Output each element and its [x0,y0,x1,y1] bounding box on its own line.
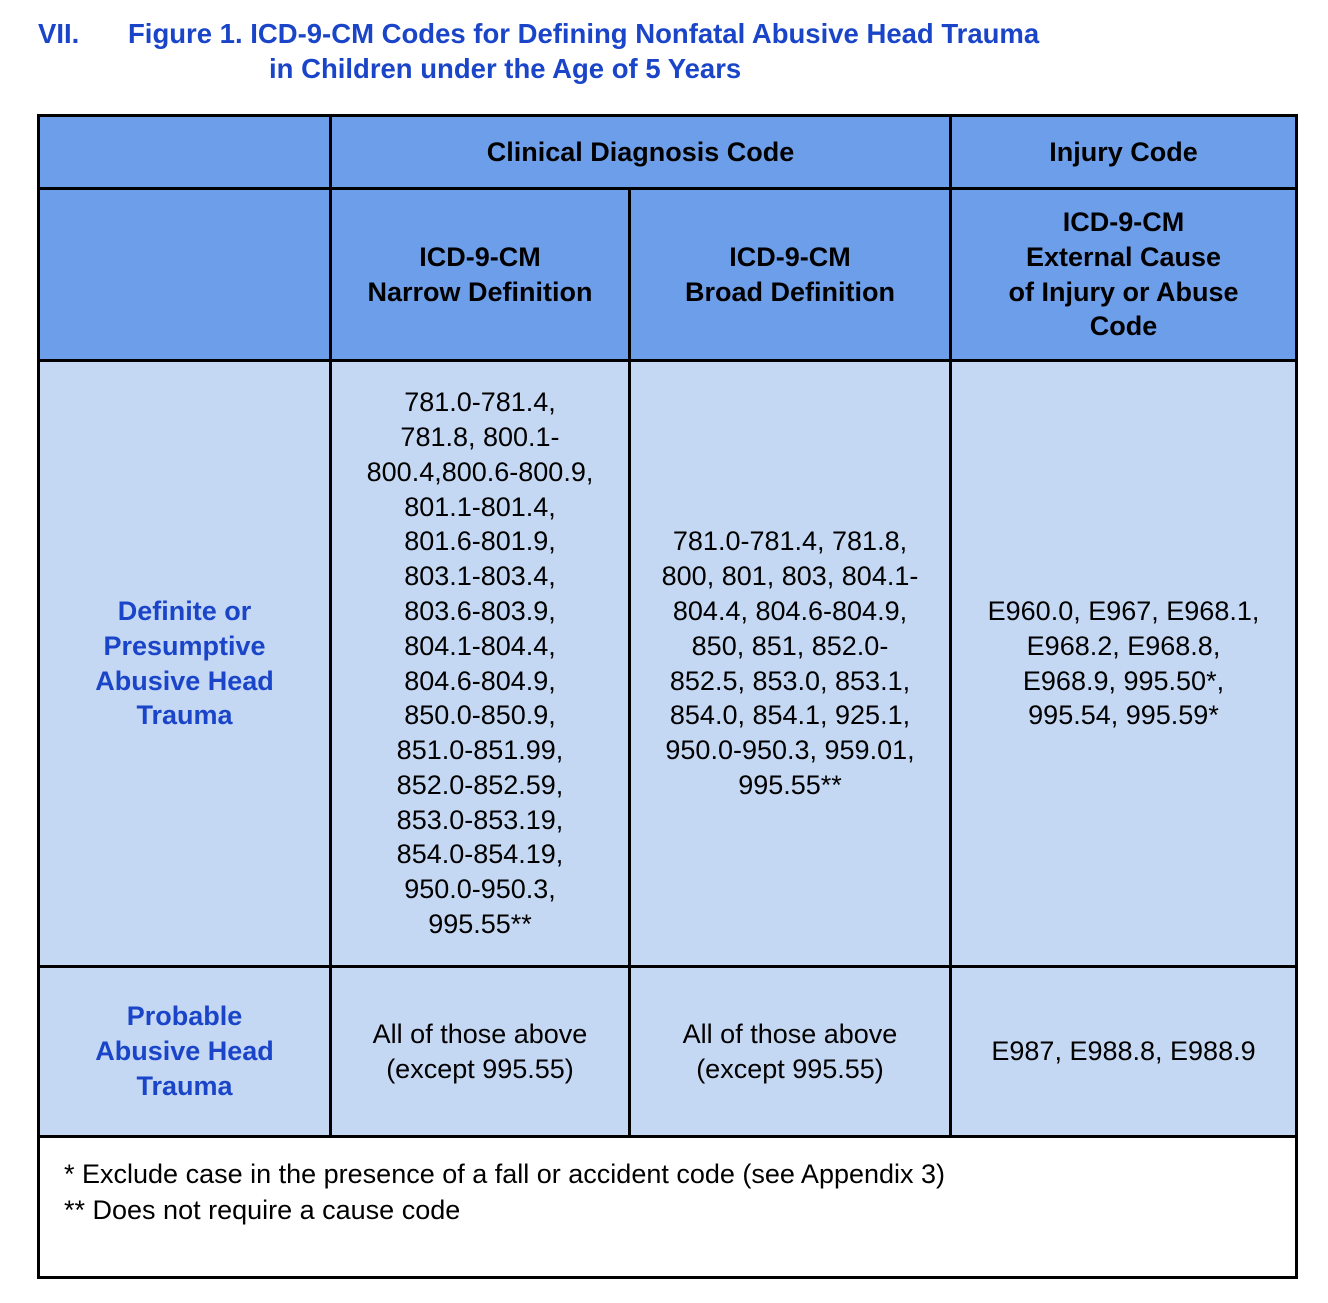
narrow-codes-definite: 781.0-781.4, 781.8, 800.1- 800.4,800.6-800.9, 801.1-801.4, 801.6-801.9, 803.1-803.4, 803.6-803.9, 804.1-804.4, 804.6-804.9, 850.0-850.9, 851.0-851.99, 852.0-852.59, 853.0-853.19, 854.0-854.19, 950.0-950.3, 995.55** [331,361,630,967]
section-number: VII. [38,18,80,49]
external-codes-probable: E987, E988.8, E988.9 [951,967,1297,1137]
header-row-1 [39,116,1297,189]
broad-definition-header: ICD-9-CM Broad Definition [630,189,951,361]
row-label-probable: Probable Abusive Head Trauma [39,967,331,1137]
footnotes [39,1137,1297,1278]
broad-codes-definite: 781.0-781.4, 781.8, 800, 801, 803, 804.1- 804.4, 804.6-804.9, 850, 851, 852.0- 852.5, 853.0, 853.1, 854.0, 854.1, 925.1, 950.0-950.3, 959.01, 995.55** [630,361,951,967]
broad-codes-probable: All of those above (except 995.55) [630,967,951,1137]
narrow-codes-probable: All of those above (except 995.55) [331,967,630,1137]
table-row-probable [39,967,1297,1137]
external-codes-definite: E960.0, E967, E968.1, E968.2, E968.8, E968.9, 995.50*, 995.54, 995.59* [951,361,1297,967]
row-label-definite: Definite or Presumptive Abusive Head Trauma [39,361,331,967]
footnote-double-asterisk: ** Does not require a cause code [64,1195,461,1225]
external-cause-header: ICD-9-CM External Cause of Injury or Abuse Code [951,189,1297,361]
footnote-single-asterisk: * Exclude case in the presence of a fall or accident code (see Appendix 3) [64,1159,946,1189]
table-row-definite [39,361,1297,967]
narrow-definition-header: ICD-9-CM Narrow Definition [331,189,630,361]
header-corner-cell [39,116,331,189]
figure-title-line-2: in Children under the Age of 5 Years [269,53,742,84]
footnote-row [39,1137,1297,1278]
figure-title-line-1: Figure 1. ICD-9-CM Codes for Defining Nonfatal Abusive Head Trauma [128,18,1040,49]
clinical-diagnosis-header: Clinical Diagnosis Code [331,116,951,189]
injury-code-header: Injury Code [951,116,1297,189]
header-row-2-corner-cell [39,189,331,361]
header-row-2 [39,189,1297,361]
icd-codes-table [37,114,1298,1279]
